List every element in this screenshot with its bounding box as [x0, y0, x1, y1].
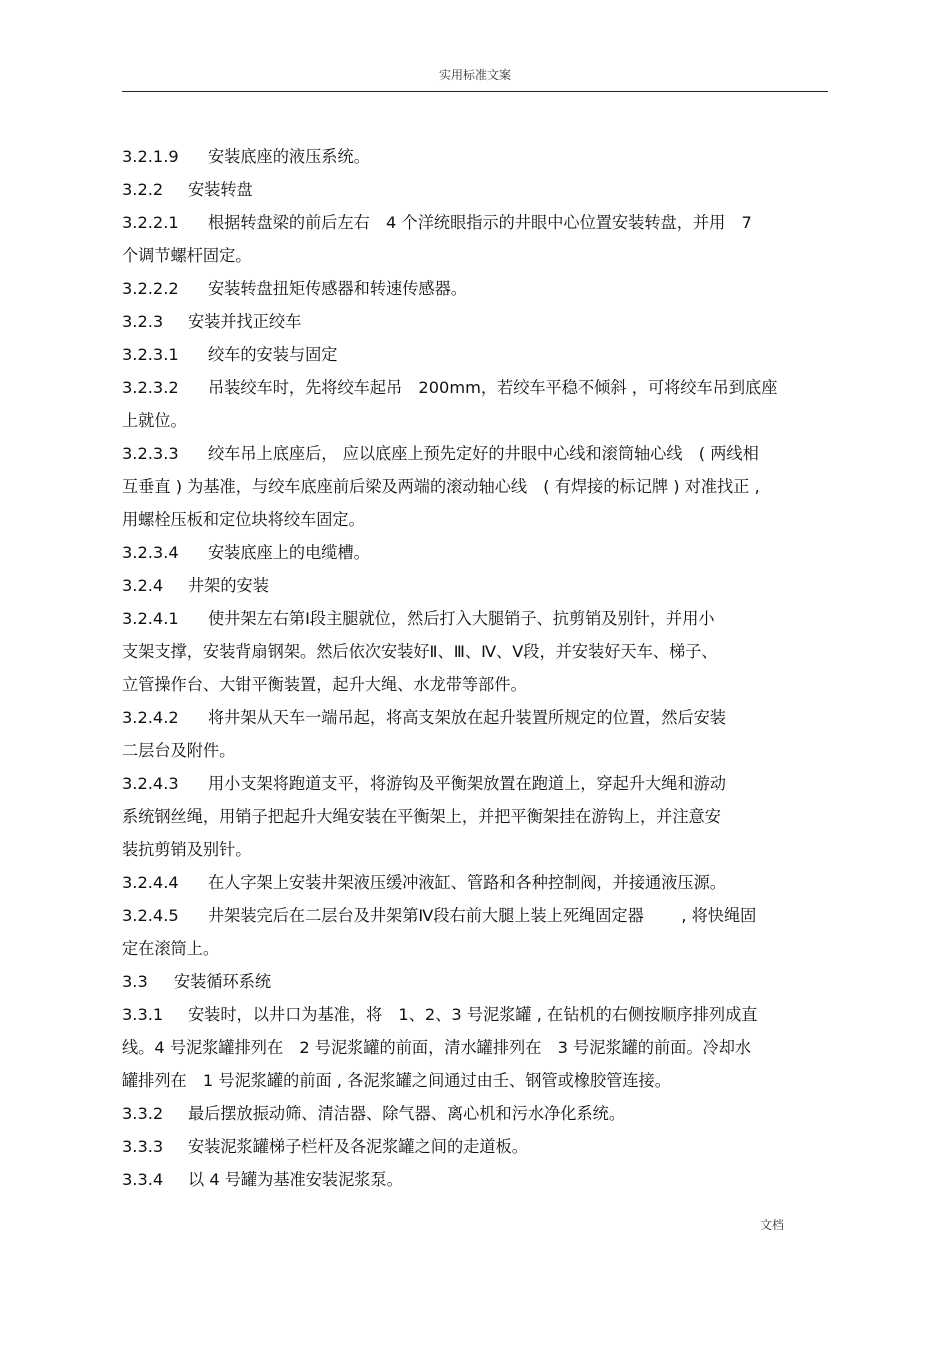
line-text: 装抗剪销及别针。 [122, 840, 252, 859]
text-line [122, 800, 828, 833]
line-text: 安装底座的液压系统。 [208, 147, 370, 166]
line-text: 支架支撑，安装背扇钢架。然后依次安装好Ⅱ、Ⅲ、Ⅳ、Ⅴ段，并安装好天车、梯子、 [122, 642, 718, 661]
section-number: 3.2.4.2 [122, 708, 179, 727]
section-number: 3.2.4 [122, 576, 164, 595]
text-line [122, 371, 828, 404]
line-text: 最后摆放振动筛、清洁器、除气器、离心机和污水净化系统。 [188, 1104, 626, 1123]
line-text: 根据转盘梁的前后左右 4 个洋统眼指示的井眼中心位置安装转盘，并用 7 [208, 213, 752, 232]
page-header: 实用标准文案 [438, 68, 511, 82]
line-text: 上就位。 [122, 411, 187, 430]
section-number: 3.2.3.2 [122, 378, 179, 397]
section-number: 3.2.3.1 [122, 345, 179, 364]
section-number: 3.2.3.4 [122, 543, 179, 562]
text-line [122, 437, 828, 470]
line-text: 二层台及附件。 [122, 741, 236, 760]
text-line [122, 1097, 828, 1130]
line-text: 安装泥浆罐梯子栏杆及各泥浆罐之间的走道板。 [188, 1137, 528, 1156]
text-line [122, 338, 828, 371]
section-number: 3.2.3.3 [122, 444, 179, 463]
section-number: 3.2.2 [122, 180, 164, 199]
section-number: 3.2.4.4 [122, 873, 179, 892]
section-number: 3.2.2.2 [122, 279, 179, 298]
text-line [122, 404, 828, 437]
line-text: 井架装完后在二层台及井架第Ⅳ段右前大腿上装上死绳固定器 , 将快绳固 [208, 906, 757, 925]
line-text: 罐排列在 1 号泥浆罐的前面 , 各泥浆罐之间通过由壬、钢管或橡胶管连接。 [122, 1071, 671, 1090]
section-number: 3.3.1 [122, 1005, 164, 1024]
line-text: 安装底座上的电缆槽。 [208, 543, 370, 562]
section-number: 3.2.3 [122, 312, 164, 331]
line-text: 绞车吊上底座后， 应以底座上预先定好的井眼中心线和滚筒轴心线 ( 两线相 [208, 444, 759, 463]
line-text: 吊装绞车时，先将绞车起吊 200mm，若绞车平稳不倾斜 ，可将绞车吊到底座 [208, 378, 778, 397]
line-text: 在人字架上安装井架液压缓冲液缸、管路和各种控制阀，并接通液压源。 [208, 873, 726, 892]
text-line [122, 833, 828, 866]
text-line [122, 965, 828, 998]
text-line [122, 272, 828, 305]
line-text: 使井架左右第Ⅰ段主腿就位，然后打入大腿销子、抗剪销及别针，并用小 [208, 609, 715, 628]
section-number: 3.3.3 [122, 1137, 164, 1156]
text-line [122, 1064, 828, 1097]
text-line [122, 536, 828, 569]
section-number: 3.2.1.9 [122, 147, 179, 166]
section-number: 3.3 [122, 972, 148, 991]
text-line [122, 998, 828, 1031]
text-line [122, 173, 828, 206]
text-line [122, 767, 828, 800]
line-text: 以 4 号罐为基准安装泥浆泵。 [188, 1170, 403, 1189]
text-line [122, 1031, 828, 1064]
line-text: 安装并找正绞车 [188, 312, 302, 331]
section-number: 3.2.4.1 [122, 609, 179, 628]
line-text: 安装时，以井口为基准，将 1、2、3 号泥浆罐 , 在钻机的右侧按顺序排列成直 [188, 1005, 758, 1024]
line-text: 安装循环系统 [174, 972, 272, 991]
text-line [122, 602, 828, 635]
line-text: 系统钢丝绳，用销子把起升大绳安装在平衡架上，并把平衡架挂在游钩上，并注意安 [122, 807, 721, 826]
text-line [122, 470, 828, 503]
section-number: 3.2.2.1 [122, 213, 179, 232]
line-text: 将井架从天车一端吊起，将高支架放在起升装置所规定的位置，然后安装 [208, 708, 726, 727]
text-line [122, 1130, 828, 1163]
text-line [122, 668, 828, 701]
line-text: 定在滚筒上。 [122, 939, 220, 958]
line-text: 井架的安装 [188, 576, 269, 595]
line-text: 用小支架将跑道支平，将游钩及平衡架放置在跑道上，穿起升大绳和游动 [208, 774, 726, 793]
line-text: 立管操作台、大钳平衡装置，起升大绳、水龙带等部件。 [122, 675, 527, 694]
line-text: 互垂直 ) 为基准，与绞车底座前后梁及两端的滚动轴心线 ( 有焊接的标记牌 ) 对准找正 , [122, 477, 760, 496]
text-line [122, 734, 828, 767]
text-line [122, 1163, 828, 1196]
section-number: 3.3.4 [122, 1170, 164, 1189]
section-number: 3.2.4.3 [122, 774, 179, 793]
line-text: 安装转盘 [188, 180, 253, 199]
text-line [122, 569, 828, 602]
header-rule [122, 91, 828, 92]
text-line [122, 206, 828, 239]
line-text: 安装转盘扭矩传感器和转速传感器。 [208, 279, 467, 298]
text-line [122, 239, 828, 272]
line-text: 用螺栓压板和定位块将绞车固定。 [122, 510, 365, 529]
text-line [122, 140, 828, 173]
text-line [122, 866, 828, 899]
section-number: 3.2.4.5 [122, 906, 179, 925]
section-number: 3.3.2 [122, 1104, 164, 1123]
line-text: 绞车的安装与固定 [208, 345, 338, 364]
text-line [122, 635, 828, 668]
document-body [122, 140, 828, 1196]
line-text: 个调节螺杆固定。 [122, 246, 252, 265]
text-line [122, 305, 828, 338]
page-footer: 文档 [760, 1218, 785, 1232]
text-line [122, 932, 828, 965]
line-text: 线。4 号泥浆罐排列在 2 号泥浆罐的前面，清水罐排列在 3 号泥浆罐的前面。冷却水 [122, 1038, 752, 1057]
text-line [122, 899, 828, 932]
text-line [122, 701, 828, 734]
text-line [122, 503, 828, 536]
